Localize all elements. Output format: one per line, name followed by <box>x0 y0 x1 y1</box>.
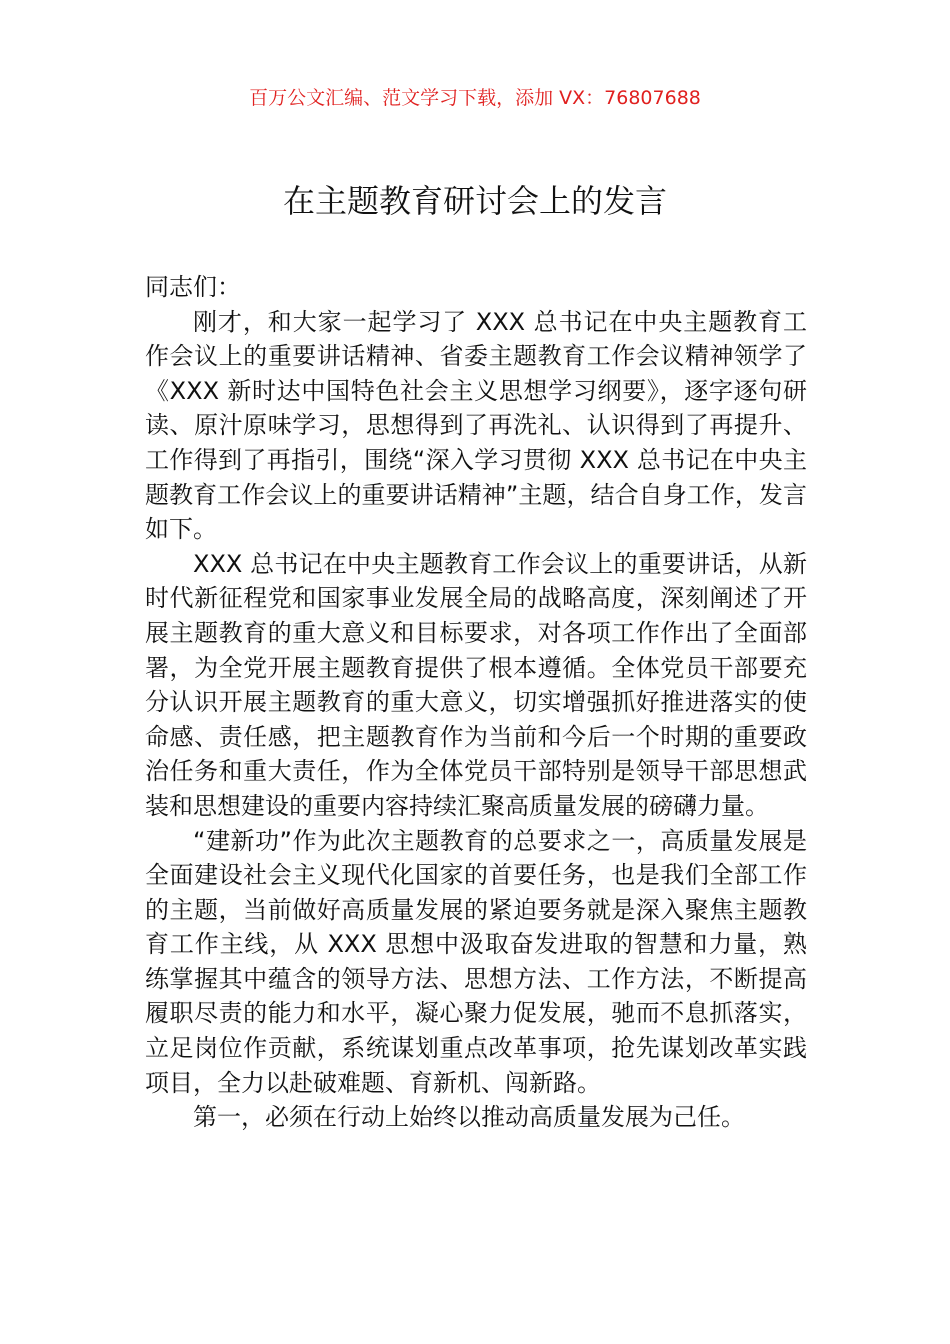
document-title: 在主题教育研讨会上的发言 <box>282 182 667 220</box>
promo-banner: 百万公文汇编、范文学习下载，添加 VX：76807688 <box>249 87 701 109</box>
salutation: 同志们： <box>145 273 241 301</box>
paragraph: XXX 总书记在中央主题教育工作会议上的重要讲话，从新时代新征程党和国家事业发展全局的战略高度，深刻阐述了开展主题教育的重大意义和目标要求，对各项工作作出了全面部署，为全党开展主题教育提供了根本遵循。全体党员干部要充分认识开展主题教育的重大意义，切实增强抓好推进落实的使命感、责任感，把主题教育作为当前和今后一个时期的重要政治任务和重大责任，作为全体党员干部特别是领导干部思想武装和思想建设的重要内容持续汇聚高质量发展的磅礴力量。 <box>145 549 807 820</box>
paragraph: 刚才，和大家一起学习了 XXX 总书记在中央主题教育工作会议上的重要讲话精神、省委主题教育工作会议精神领学了《XXX 新时达中国特色社会主义思想学习纲要》，逐字逐句研读、原汁原味学习，思想得到了再洗礼、认识得到了再提升、工作得到了再指引，围绕“深入学习贯彻 XXX 总书记在中央主题教育工作会议上的重要讲话精神”主题，结合自身工作，发言如下。 <box>145 307 807 544</box>
document-body <box>145 270 807 1135</box>
paragraph: 第一，必须在行动上始终以推动高质量发展为己任。 <box>193 1103 745 1132</box>
paragraph: “建新功”作为此次主题教育的总要求之一，高质量发展是全面建设社会主义现代化国家的首要任务，也是我们全部工作的主题，当前做好高质量发展的紧迫要务就是深入聚焦主题教育工作主线，从 XXX 思想中汲取奋发进取的智慧和力量，熟练掌握其中蕴含的领导方法、思想方法、工作方法，不断提高履职尽责的能力和水平，凝心聚力促发展，驰而不息抓落实，立足岗位作贡献，系统谋划重点改革事项，抢先谋划改革实践项目，全力以赴破难题、育新机、闯新路。 <box>145 826 807 1097</box>
